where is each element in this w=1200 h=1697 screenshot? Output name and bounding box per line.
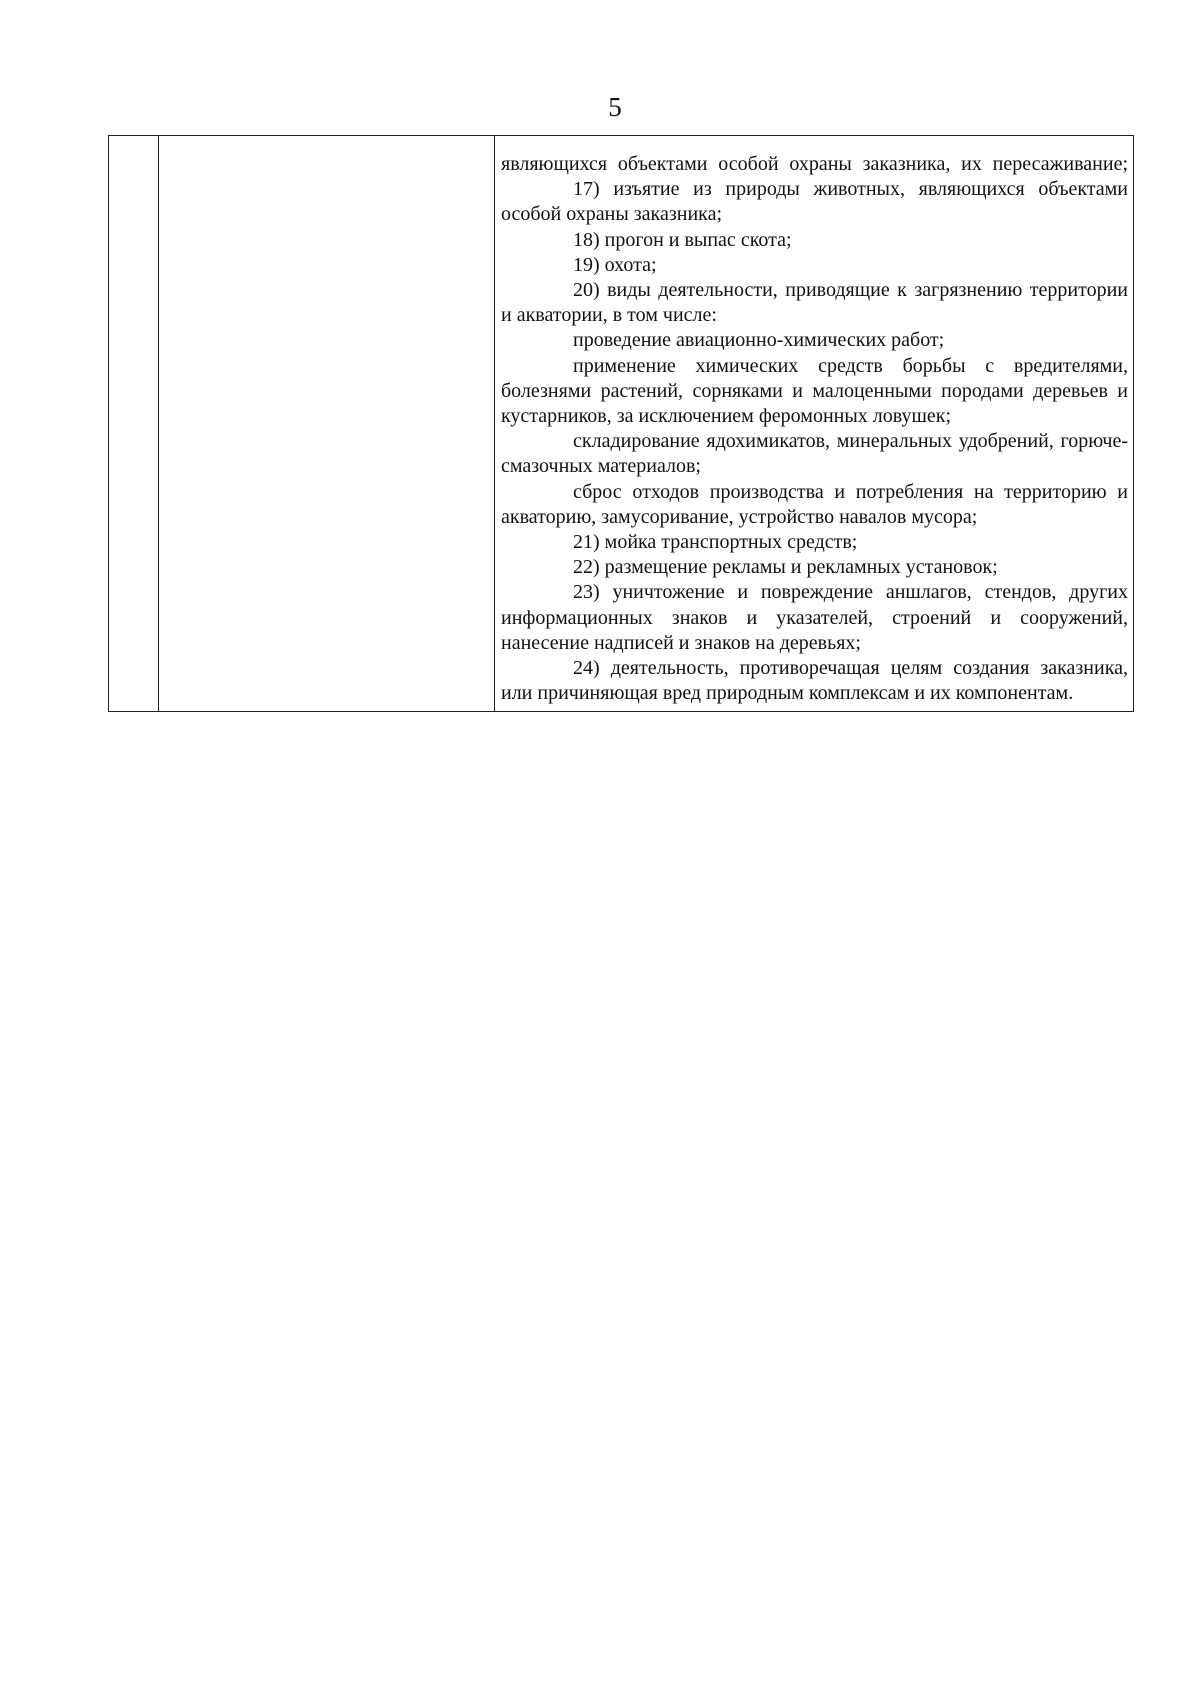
row-name-cell bbox=[159, 136, 495, 712]
paragraph-item-20-sub-4: сброс отходов производства и потребления на территорию и акваторию, замусоривание, устройство навалов мусора; bbox=[501, 480, 1128, 528]
paragraph-continuation: являющихся объектами особой охраны заказника, их пересаживание; bbox=[501, 153, 1128, 175]
table-row bbox=[109, 136, 1134, 712]
regime-table bbox=[108, 135, 1134, 712]
paragraph-item-21: 21) мойка транспортных средств; bbox=[573, 531, 858, 554]
paragraph-item-20-sub-1: проведение авиационно-химических работ; bbox=[573, 329, 945, 352]
paragraph-item-23: 23) уничтожение и повреждение аншлагов, стендов, других информационных знаков и указателей, строений и сооружений, нанесение надписей и знаков на деревьях; bbox=[501, 581, 1128, 654]
paragraph-item-20-sub-2: применение химических средств борьбы с вредителями, болезнями растений, сорняками и малоценными породами деревьев и кустарников, за исключением феромонных ловушек; bbox=[501, 354, 1128, 428]
paragraph-item-24: 24) деятельность, противоречащая целям создания заказника, или причиняющая вред природным комплексам и их компонентам. bbox=[501, 657, 1128, 705]
page-number: 5 bbox=[608, 92, 622, 122]
paragraph-item-22: 22) размещение рекламы и рекламных установок; bbox=[573, 556, 998, 579]
paragraph-item-19: 19) охота; bbox=[573, 253, 657, 276]
paragraph-item-17: 17) изъятие из природы животных, являющихся объектами особой охраны заказника; bbox=[501, 178, 1128, 226]
prohibited-activities-cell bbox=[495, 136, 1134, 712]
paragraph-item-20-sub-3: складирование ядохимикатов, минеральных удобрений, горюче-смазочных материалов; bbox=[501, 430, 1128, 478]
row-number-cell bbox=[109, 136, 159, 712]
paragraph-item-18: 18) прогон и выпас скота; bbox=[573, 228, 792, 251]
paragraph-item-20: 20) виды деятельности, приводящие к загрязнению территории и акватории, в том числе: bbox=[501, 279, 1128, 327]
